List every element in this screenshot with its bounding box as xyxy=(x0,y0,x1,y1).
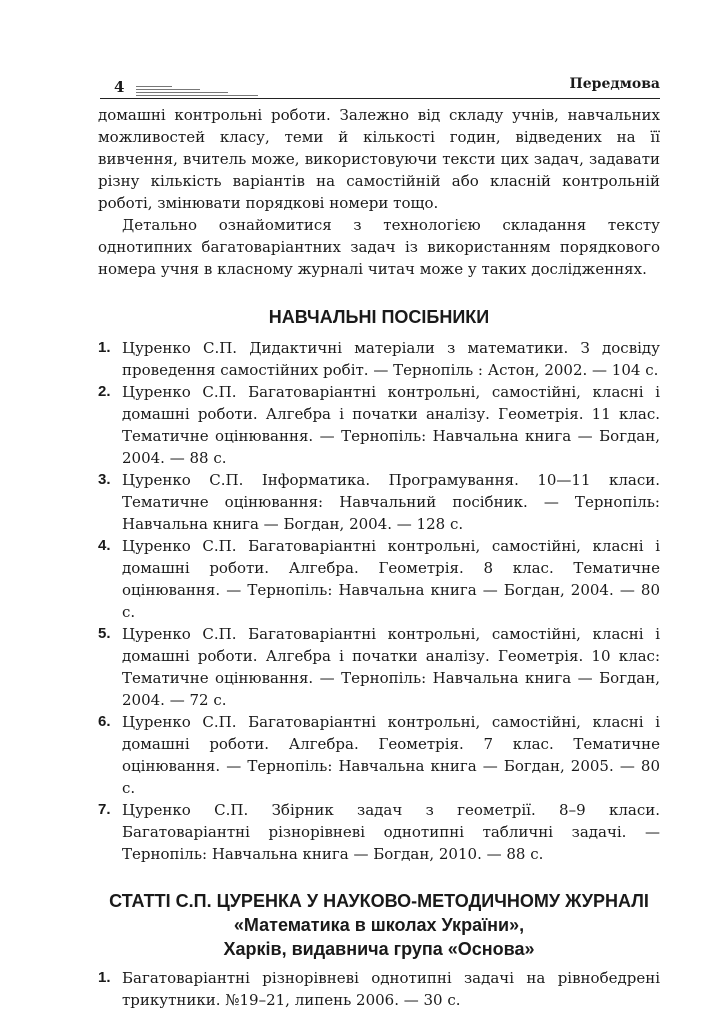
item-number: 7. xyxy=(98,801,111,818)
item-number: 3. xyxy=(98,471,111,488)
guides-list xyxy=(98,337,660,865)
list-item xyxy=(98,337,660,381)
articles-heading-line-2: «Математика в школах України», xyxy=(233,915,525,935)
articles-heading-line-3: Харків, видавнича група «Основа» xyxy=(223,939,535,959)
intro-paragraph-2: Детально ознайомитися з технологією складання тексту однотипних багатоваріантних задач із використанням порядкового номера учня в класному журналі читач може у таких дослідженнях. xyxy=(98,216,660,278)
item-number: 4. xyxy=(98,537,111,554)
item-text: Цуренко С.П. Багатоваріантні контрольні, самостійні, класні і домашні роботи. Алгебра. Геометрія. 8 клас. Тематичне оцінювання. — Тернопіль: Навчальна книга — Богдан, 2004. — 80 с. xyxy=(122,537,660,621)
item-text: Цуренко С.П. Дидактичні матеріали з математики. З досвіду проведення самостійних робіт. — Тернопіль : Астон, 2002. — 104 с. xyxy=(122,339,660,379)
running-head xyxy=(100,74,660,100)
item-number: 5. xyxy=(98,625,111,642)
list-item xyxy=(98,535,660,623)
item-text: Цуренко С.П. Інформатика. Програмування. 10—11 класи. Тематичне оцінювання: Навчальний посібник. — Тернопіль: Навчальна книга — Богдан, 2004. — 128 с. xyxy=(122,471,660,533)
item-text: Цуренко С.П. Багатоваріантні контрольні, самостійні, класні і домашні роботи. Алгебра і початки аналізу. Геометрія. 10 клас: Тематичне оцінювання. — Тернопіль: Навчальна книга — Богдан, 2004. — 72 с. xyxy=(122,625,660,709)
item-number: 2. xyxy=(98,383,111,400)
articles-heading xyxy=(98,889,660,961)
item-text: Цуренко С.П. Багатоваріантні контрольні, самостійні, класні і домашні роботи. Алгебра. Геометрія. 7 клас. Тематичне оцінювання. — Тернопіль: Навчальна книга — Богдан, 2005. — 80 с. xyxy=(122,713,660,797)
list-item xyxy=(98,623,660,711)
intro-paragraph-1: домашні контрольні роботи. Залежно від складу учнів, навчальних можливостей класу, теми й кількості годин, відведених на її вивчення, вчитель може, використовуючи тексти цих задач, задавати різну кількість варіантів на самостійній або класній контрольній роботі, змінювати порядкові номери тощо. xyxy=(98,106,660,212)
section-title: Передмова xyxy=(569,76,660,92)
header-ornament xyxy=(136,84,258,98)
articles-heading-line-1: СТАТТІ С.П. ЦУРЕНКА У НАУКОВО-МЕТОДИЧНОМУ ЖУРНАЛІ xyxy=(109,891,649,911)
item-text: Цуренко С.П. Збірник задач з геометрії. 8–9 класи. Багатоваріантні різнорівневі однотипні табличні задачі. — Тернопіль: Навчальна книга — Богдан, 2010. — 88 с. xyxy=(122,801,660,863)
item-text: Цуренко С.П. Багатоваріантні контрольні, самостійні, класні і домашні роботи. Алгебра і початки аналізу. Геометрія. 11 клас. Тематичне оцінювання. — Тернопіль: Навчальна книга — Богдан, 2004. — 88 с. xyxy=(122,383,660,467)
main-content xyxy=(98,104,660,1011)
list-item xyxy=(98,469,660,535)
list-item xyxy=(98,711,660,799)
articles-list xyxy=(98,967,660,1011)
list-item xyxy=(98,967,660,1011)
item-text: Багатоваріантні різнорівневі однотипні задачі на рівнобедрені трикутники. №19–21, липень 2006. — 30 с. xyxy=(122,969,660,1009)
header-rule xyxy=(100,98,660,99)
item-number: 1. xyxy=(98,339,111,356)
list-item xyxy=(98,381,660,469)
list-item xyxy=(98,799,660,865)
guides-heading: НАВЧАЛЬНІ ПОСІБНИКИ xyxy=(268,307,490,327)
item-number: 6. xyxy=(98,713,111,730)
page-number: 4 xyxy=(114,78,125,96)
item-number: 1. xyxy=(98,969,111,986)
